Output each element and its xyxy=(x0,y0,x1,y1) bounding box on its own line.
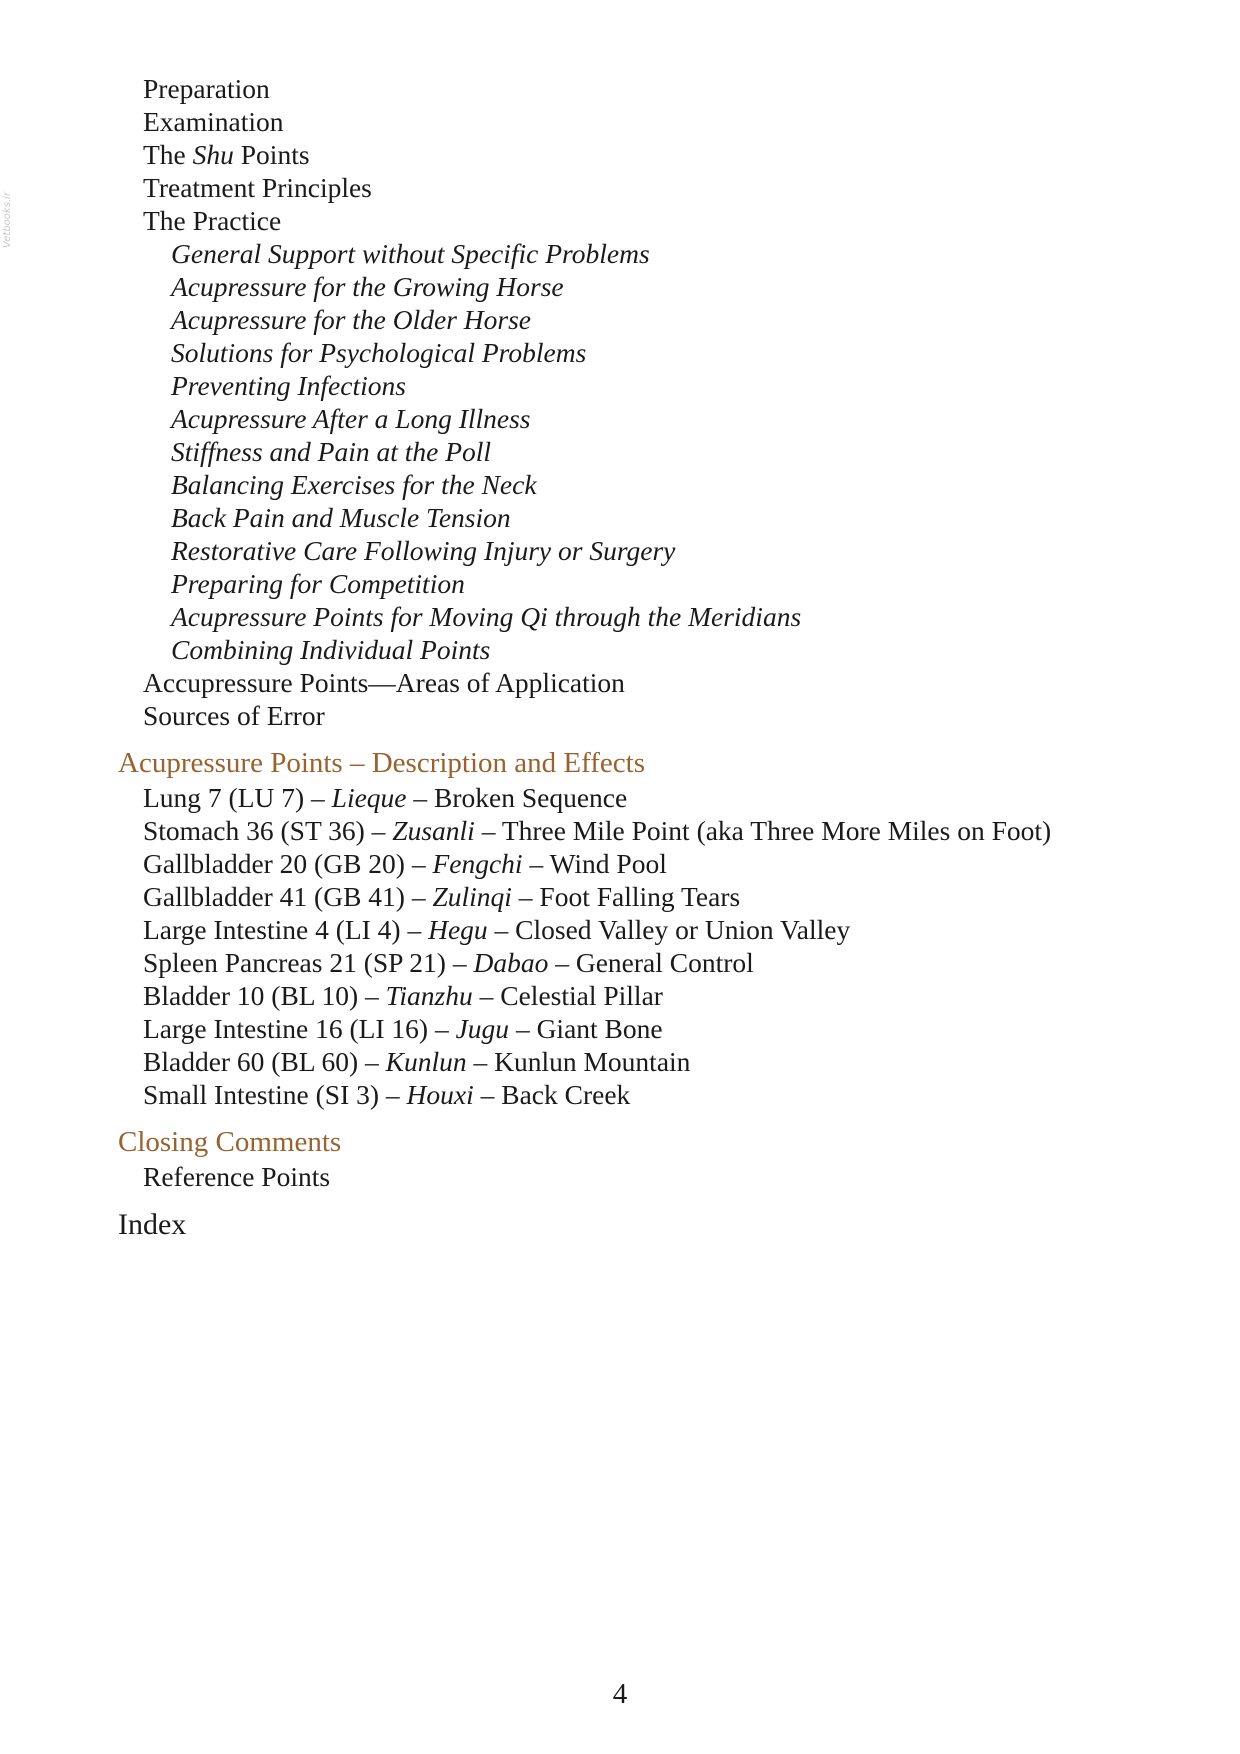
toc-entry-shu-points[interactable] xyxy=(118,138,1198,171)
point-chinese-name: Dabao xyxy=(473,947,549,978)
toc-entry-examination[interactable]: Examination xyxy=(143,106,284,137)
point-name: Bladder 10 (BL 10) – xyxy=(143,980,386,1011)
point-chinese-name: Jugu xyxy=(455,1013,510,1044)
point-translation: – Wind Pool xyxy=(522,848,667,879)
toc-entry-text: Points xyxy=(233,139,310,170)
chapter-heading-closing-comments[interactable]: Closing Comments xyxy=(118,1126,342,1158)
toc-entry-the-practice[interactable]: The Practice xyxy=(143,205,282,236)
point-chinese-name: Zusanli xyxy=(392,815,475,846)
point-chinese-name: Tianzhu xyxy=(385,980,473,1011)
point-translation: – Back Creek xyxy=(473,1079,631,1110)
toc-entry-text: The xyxy=(143,139,193,170)
point-chinese-name: Lieque xyxy=(331,782,407,813)
chapter-heading-index[interactable]: Index xyxy=(118,1208,187,1241)
toc-entry-point[interactable] xyxy=(118,1045,1198,1078)
toc-entry-point[interactable] xyxy=(118,1012,1198,1045)
point-translation: – Giant Bone xyxy=(509,1013,663,1044)
point-translation: – Kunlun Mountain xyxy=(466,1046,691,1077)
toc-entry-sources-of-error[interactable]: Sources of Error xyxy=(143,700,325,731)
page-number: 4 xyxy=(612,1678,628,1710)
point-chinese-name: Fengchi xyxy=(432,848,523,879)
toc-entry-preparation[interactable]: Preparation xyxy=(143,73,270,104)
toc-entry-point[interactable] xyxy=(118,880,1198,913)
toc-entry-point[interactable] xyxy=(118,781,1198,814)
point-translation: – Broken Sequence xyxy=(406,782,628,813)
point-name: Small Intestine (SI 3) – xyxy=(143,1079,407,1110)
toc-entry-point[interactable] xyxy=(118,1078,1198,1111)
toc-entry-italic-term: Shu xyxy=(192,139,234,170)
toc-entry-treatment-principles[interactable]: Treatment Principles xyxy=(143,172,372,203)
toc-subentry[interactable]: Acupressure for the Growing Horse xyxy=(171,271,564,302)
toc-subentry[interactable]: Restorative Care Following Injury or Surgery xyxy=(171,535,676,566)
toc-subentry[interactable]: Acupressure After a Long Illness xyxy=(171,403,531,434)
point-chinese-name: Kunlun xyxy=(385,1046,467,1077)
point-name: Gallbladder 20 (GB 20) – xyxy=(143,848,433,879)
toc-subentry[interactable]: Solutions for Psychological Problems xyxy=(171,337,587,368)
point-name: Gallbladder 41 (GB 41) – xyxy=(143,881,433,912)
toc-entry-point[interactable] xyxy=(118,847,1198,880)
point-chinese-name: Houxi xyxy=(406,1079,474,1110)
watermark: Vetbooks.ir xyxy=(2,192,13,248)
point-name: Large Intestine 16 (LI 16) – xyxy=(143,1013,456,1044)
toc-subentry[interactable]: Acupressure for the Older Horse xyxy=(171,304,531,335)
toc-entry-point[interactable] xyxy=(118,946,1198,979)
toc-entry-point[interactable] xyxy=(118,979,1198,1012)
toc-subentry[interactable]: General Support without Specific Problems xyxy=(171,238,650,269)
toc-entry-reference-points[interactable]: Reference Points xyxy=(143,1161,331,1192)
toc-subentry[interactable]: Stiffness and Pain at the Poll xyxy=(171,436,492,467)
toc-subentry[interactable]: Preparing for Competition xyxy=(171,568,465,599)
point-chinese-name: Hegu xyxy=(428,914,488,945)
point-name: Spleen Pancreas 21 (SP 21) – xyxy=(143,947,474,978)
chapter-heading-acupressure-points[interactable]: Acupressure Points – Description and Effects xyxy=(118,747,645,779)
point-translation: – Foot Falling Tears xyxy=(511,881,741,912)
table-of-contents xyxy=(118,72,1198,1243)
point-translation: – Closed Valley or Union Valley xyxy=(487,914,851,945)
point-translation: – Three Mile Point (aka Three More Miles on Foot) xyxy=(474,815,1052,846)
toc-subentry[interactable]: Acupressure Points for Moving Qi through the Meridians xyxy=(171,601,802,632)
point-name: Lung 7 (LU 7) – xyxy=(143,782,332,813)
toc-entry-areas-of-application[interactable]: Accupressure Points—Areas of Application xyxy=(143,667,625,698)
toc-subentry[interactable]: Preventing Infections xyxy=(171,370,406,401)
point-translation: – General Control xyxy=(548,947,754,978)
toc-subentry[interactable]: Back Pain and Muscle Tension xyxy=(171,502,511,533)
toc-subentry[interactable]: Combining Individual Points xyxy=(171,634,491,665)
point-name: Large Intestine 4 (LI 4) – xyxy=(143,914,429,945)
point-translation: – Celestial Pillar xyxy=(472,980,663,1011)
point-name: Bladder 60 (BL 60) – xyxy=(143,1046,386,1077)
toc-subentry[interactable]: Balancing Exercises for the Neck xyxy=(171,469,537,500)
toc-entry-point[interactable] xyxy=(118,814,1198,847)
point-name: Stomach 36 (ST 36) – xyxy=(143,815,393,846)
toc-entry-point[interactable] xyxy=(118,913,1198,946)
point-chinese-name: Zulinqi xyxy=(432,881,512,912)
